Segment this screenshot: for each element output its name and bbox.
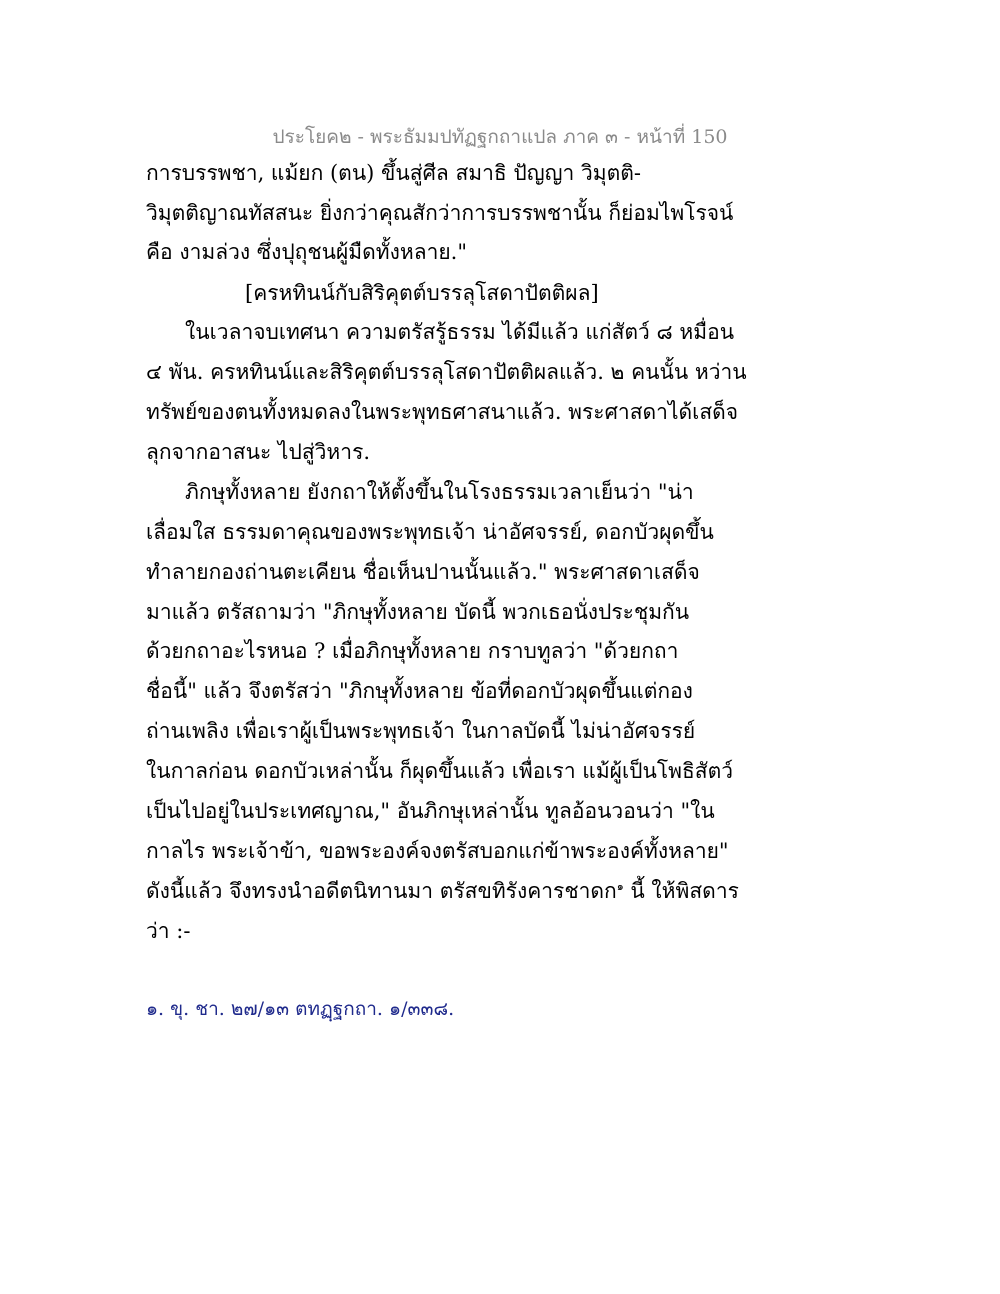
text-line-16: ในกาลก่อน ดอกบัวเหล่านั้น ก็ผุดขึ้นแล้ว เพื่อเรา แม้ผู้เป็นโพธิสัตว์ — [146, 759, 734, 783]
text-line-19-end: นี้ ให้พิสดาร — [623, 879, 739, 903]
text-line-12: มาแล้ว ตรัสถามว่า "ภิกษุทั้งหลาย บัดนี้ พวกเธอนั่งประชุมกัน — [146, 600, 690, 624]
text-line-20: ว่า :- — [146, 919, 191, 943]
footnote: ๑. ขุ. ชา. ๒๗/๑๓ ตทฏฺฐกถา. ๑/๓๓๘. — [146, 998, 455, 1020]
text-line-10: เลื่อมใส ธรรมดาคุณของพระพุทธเจ้า น่าอัศจรรย์, ดอกบัวผุดขึ้น — [146, 520, 714, 544]
text-line-2: วิมุตติญาณทัสสนะ ยิ่งกว่าคุณสักว่าการบรรพชานั้น ก็ย่อมไพโรจน์ — [146, 201, 734, 225]
footnote-marker: ๑ — [616, 880, 624, 893]
text-line-19 — [146, 876, 739, 906]
text-line-9: ภิกษุทั้งหลาย ยังกถาให้ตั้งขึ้นในโรงธรรมเวลาเย็นว่า "น่า — [185, 480, 694, 504]
text-line-13: ด้วยกถาอะไรหนอ ? เมื่อภิกษุทั้งหลาย กราบทูลว่า "ด้วยกถา — [146, 639, 679, 663]
text-line-11: ทำลายกองถ่านตะเคียน ชื่อเห็นปานนั้นแล้ว." พระศาสดาเสด็จ — [146, 560, 700, 584]
text-line-7: ทรัพย์ของตนทั้งหมดลงในพระพุทธศาสนาแล้ว. พระศาสดาได้เสด็จ — [146, 400, 739, 424]
text-line-14: ชื่อนี้" แล้ว จึงตรัสว่า "ภิกษุทั้งหลาย ข้อที่ดอกบัวผุดขึ้นแต่กอง — [146, 679, 693, 703]
text-line-6: ๔ พัน. ครหทินน์และสิริคุตต์บรรลุโสดาปัตติผลแล้ว. ๒ คนนั้น หว่าน — [146, 360, 747, 384]
text-line-17: เป็นไปอยู่ในประเทศญาณ," อันภิกษุเหล่านั้น ทูลอ้อนวอนว่า "ใน — [146, 799, 715, 823]
text-line-19-start: ดังนี้แล้ว จึงทรงนำอดีตนิทานมา ตรัสขทิรังคารชาดก — [146, 879, 617, 903]
text-line-8: ลุกจากอาสนะ ไปสู่วิหาร. — [146, 440, 371, 464]
section-heading: [ครหทินน์กับสิริคุตต์บรรลุโสดาปัตติผล] — [245, 281, 599, 305]
text-line-5: ในเวลาจบเทศนา ความตรัสรู้ธรรม ได้มีแล้ว แก่สัตว์ ๘ หมื่อน — [185, 320, 735, 344]
page-header: ประโยค๒ - พระธัมมปทัฏฐกถาแปล ภาค ๓ - หน้าที่ 150 — [272, 126, 728, 148]
text-line-18: กาลไร พระเจ้าข้า, ขอพระองค์จงตรัสบอกแก่ข้าพระองค์ทั้งหลาย" — [146, 839, 729, 863]
text-line-1: การบรรพชา, แม้ยก (ตน) ขึ้นสู่ศีล สมาธิ ปัญญา วิมุตติ- — [146, 161, 641, 185]
text-line-15: ถ่านเพลิง เพื่อเราผู้เป็นพระพุทธเจ้า ในกาลบัดนี้ ไม่น่าอัศจรรย์ — [146, 719, 696, 743]
text-line-3: คือ งามล่วง ซึ่งปุถุชนผู้มืดทั้งหลาย." — [146, 240, 467, 264]
